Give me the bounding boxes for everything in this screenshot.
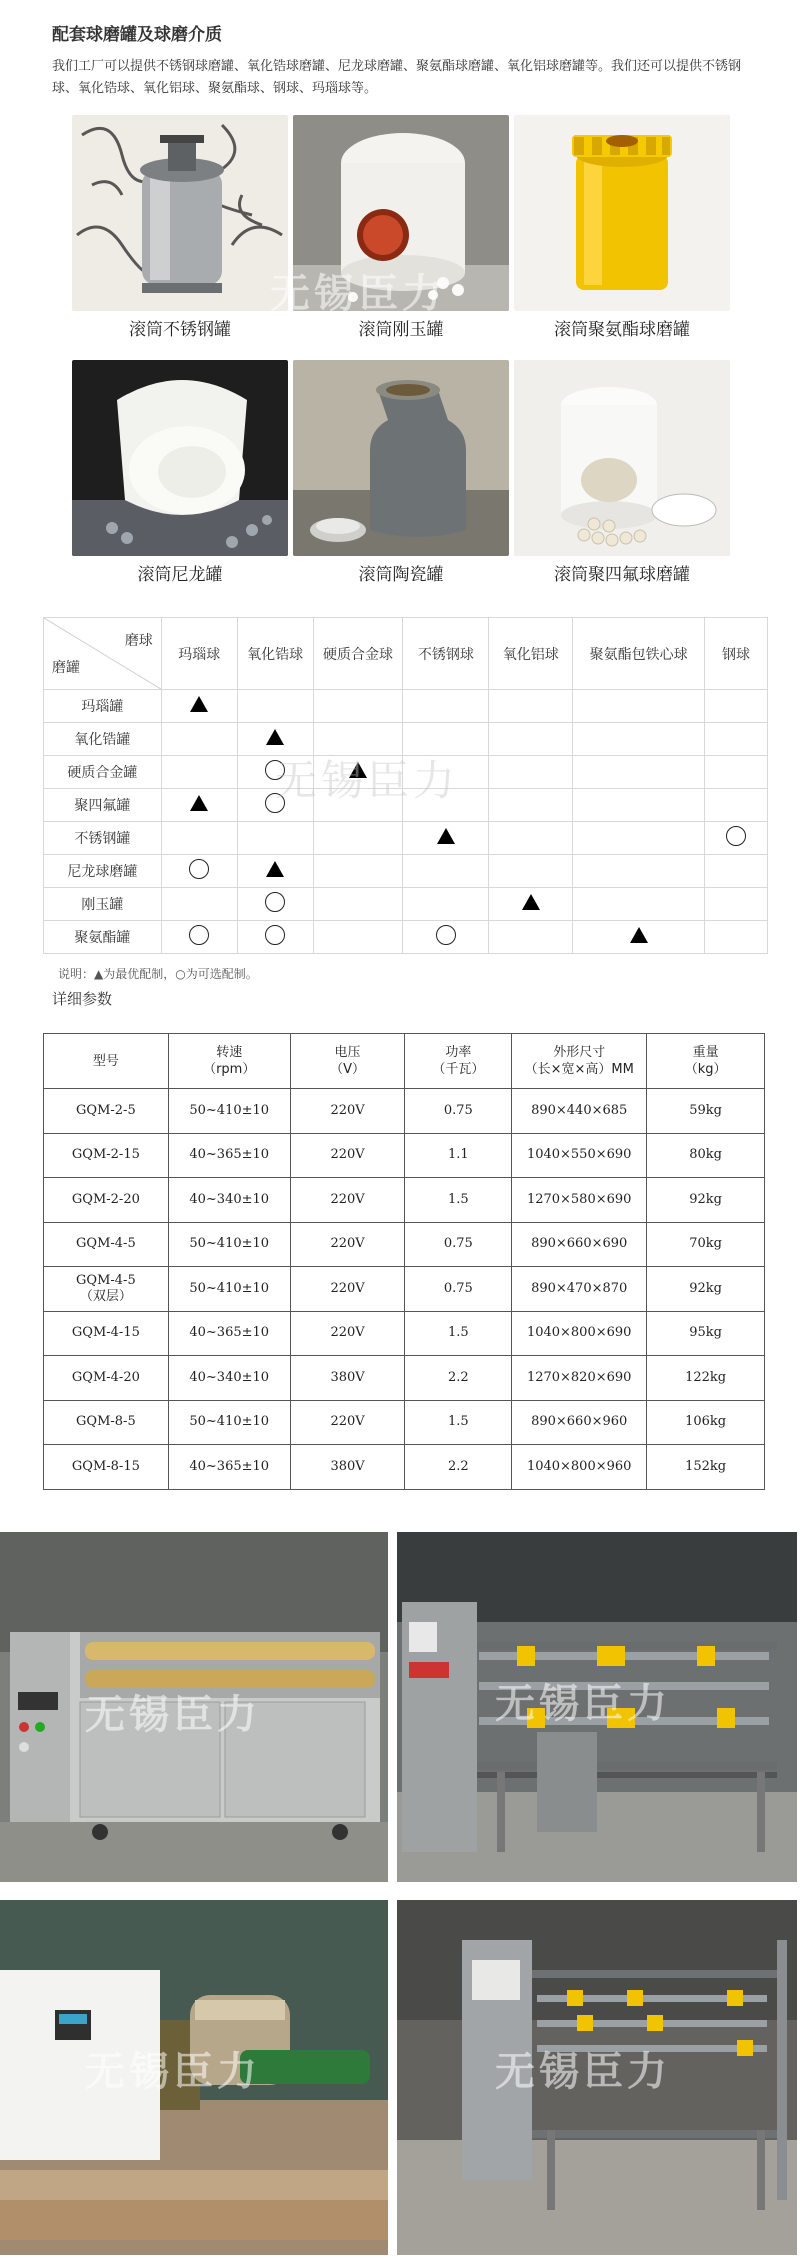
params-cell: 220V	[290, 1089, 405, 1134]
params-cell: 40~340±10	[168, 1356, 290, 1401]
params-row	[44, 1133, 765, 1178]
matrix-row-label: 氧化锆罐	[44, 723, 162, 756]
optional-circle-icon	[436, 925, 456, 945]
params-col-header	[44, 1034, 169, 1089]
jar-caption: 滚筒刚玉罐	[358, 320, 444, 340]
params-cell: GQM-2-5	[44, 1089, 169, 1134]
optional-circle-icon	[265, 892, 285, 912]
matrix-col-header: 氧化锆球	[237, 618, 313, 690]
params-cell: 50~410±10	[168, 1267, 290, 1312]
params-cell: 1270×820×690	[512, 1356, 647, 1401]
matrix-row-label: 硬质合金罐	[44, 756, 162, 789]
optional-circle-icon	[189, 925, 209, 945]
jar-caption: 滚筒聚四氟球磨罐	[554, 565, 690, 585]
params-title: 详细参数	[52, 990, 113, 1008]
params-cell: 92kg	[647, 1267, 765, 1312]
params-cell: 890×470×870	[512, 1267, 647, 1312]
params-row	[44, 1356, 765, 1401]
watermark: 无锡臣力	[85, 1692, 261, 1738]
matrix-cell	[237, 855, 313, 888]
matrix-cell	[573, 756, 705, 789]
matrix-cell	[161, 855, 237, 888]
params-col-header	[647, 1034, 765, 1089]
matrix-cell	[403, 789, 489, 822]
matrix-col-header: 氧化铝球	[489, 618, 573, 690]
params-cell: 50~410±10	[168, 1222, 290, 1267]
params-header-row	[44, 1034, 765, 1089]
optional-circle-icon	[265, 925, 285, 945]
matrix-cell	[237, 723, 313, 756]
matrix-cell	[237, 690, 313, 723]
matrix-cell	[161, 690, 237, 723]
optimal-triangle-icon	[190, 696, 208, 712]
matrix-cell	[573, 855, 705, 888]
intro-text: 我们工厂可以提供不锈钢球磨罐、氧化锆球磨罐、尼龙球磨罐、聚氨酯球磨罐、氧化铝球磨罐等。我们还可以提供不锈钢球、氧化锆球、氧化铝球、聚氨酯球、钢球、玛瑙球等。	[52, 59, 742, 96]
matrix-cell	[403, 921, 489, 954]
params-cell: 1040×550×690	[512, 1133, 647, 1178]
matrix-cell	[313, 822, 403, 855]
params-cell: 890×660×690	[512, 1222, 647, 1267]
params-cell: 152kg	[647, 1445, 765, 1490]
matrix-cell	[161, 789, 237, 822]
optimal-triangle-icon	[630, 927, 648, 943]
params-header-line: 外形尺寸	[553, 1045, 606, 1060]
matrix-cell	[489, 855, 573, 888]
params-cell: 380V	[290, 1445, 405, 1490]
params-cell: GQM-2-20	[44, 1178, 169, 1223]
matrix-cell	[705, 822, 768, 855]
params-cell: GQM-4-20	[44, 1356, 169, 1401]
matrix-row	[44, 723, 768, 756]
matrix-row-label: 不锈钢罐	[44, 822, 162, 855]
matrix-cell	[237, 789, 313, 822]
params-cell: 95kg	[647, 1311, 765, 1356]
params-col-header	[405, 1034, 512, 1089]
matrix-corner-jars: 磨罐	[52, 660, 80, 676]
optimal-triangle-icon	[522, 894, 540, 910]
ball-jar-matrix	[43, 617, 768, 954]
stainless-jar-photo	[72, 115, 288, 311]
matrix-cell	[237, 756, 313, 789]
matrix-cell	[705, 723, 768, 756]
matrix-col-header: 聚氨酯包铁心球	[573, 618, 705, 690]
matrix-cell	[489, 888, 573, 921]
matrix-col-header: 钢球	[705, 618, 768, 690]
matrix-cell	[489, 756, 573, 789]
params-cell: 0.75	[405, 1089, 512, 1134]
matrix-row	[44, 789, 768, 822]
matrix-cell	[403, 855, 489, 888]
optimal-triangle-icon	[266, 729, 284, 745]
matrix-cell	[313, 690, 403, 723]
matrix-cell	[313, 888, 403, 921]
matrix-row	[44, 888, 768, 921]
params-row	[44, 1089, 765, 1134]
watermark: 无锡臣力	[495, 1681, 671, 1727]
matrix-row-label: 尼龙球磨罐	[44, 855, 162, 888]
params-cell: 1.5	[405, 1311, 512, 1356]
params-col-header	[168, 1034, 290, 1089]
params-cell: 59kg	[647, 1089, 765, 1134]
matrix-cell	[403, 822, 489, 855]
matrix-row-label: 刚玉罐	[44, 888, 162, 921]
params-cell: GQM-4-15	[44, 1311, 169, 1356]
params-header-line: （长×宽×高）MM	[524, 1062, 634, 1077]
params-cell: 220V	[290, 1178, 405, 1223]
params-header-line: 型号	[92, 1053, 119, 1069]
params-cell: 220V	[290, 1133, 405, 1178]
matrix-cell	[573, 822, 705, 855]
machine-photo-3	[0, 1900, 388, 2255]
matrix-row-label: 聚四氟罐	[44, 789, 162, 822]
matrix-cell	[161, 822, 237, 855]
matrix-cell	[403, 723, 489, 756]
params-row	[44, 1222, 765, 1267]
matrix-cell	[705, 921, 768, 954]
params-row	[44, 1267, 765, 1312]
watermark: 无锡臣力	[270, 271, 446, 317]
params-header-line: 功率	[445, 1045, 472, 1060]
matrix-col-header: 不锈钢球	[403, 618, 489, 690]
matrix-row	[44, 855, 768, 888]
optimal-triangle-icon	[190, 795, 208, 811]
params-cell: 2.2	[405, 1356, 512, 1401]
params-row	[44, 1445, 765, 1490]
section-title: 配套球磨罐及球磨介质	[52, 25, 222, 45]
params-cell: 50~410±10	[168, 1400, 290, 1445]
nylon-jar-photo	[72, 360, 288, 556]
params-cell: 80kg	[647, 1133, 765, 1178]
params-table	[43, 1033, 765, 1490]
matrix-cell	[237, 822, 313, 855]
params-cell: 0.75	[405, 1267, 512, 1312]
matrix-cell	[705, 855, 768, 888]
params-cell: 40~365±10	[168, 1311, 290, 1356]
matrix-cell	[403, 888, 489, 921]
params-header-line: （rpm）	[203, 1062, 256, 1077]
params-header-line: 重量	[692, 1045, 719, 1060]
params-cell: 220V	[290, 1222, 405, 1267]
params-col-header	[512, 1034, 647, 1089]
params-cell: GQM-4-5 （双层）	[44, 1267, 169, 1312]
params-cell: 1040×800×690	[512, 1311, 647, 1356]
matrix-cell	[313, 756, 403, 789]
params-cell: 40~365±10	[168, 1445, 290, 1490]
matrix-cell	[313, 789, 403, 822]
matrix-cell	[573, 789, 705, 822]
matrix-cell	[237, 921, 313, 954]
matrix-col-header: 硬质合金球	[313, 618, 403, 690]
matrix-cell	[403, 690, 489, 723]
machine-photo-1	[0, 1532, 388, 1882]
machine-photo-4	[397, 1900, 797, 2255]
params-header-line: （kg）	[684, 1062, 727, 1077]
params-row	[44, 1178, 765, 1223]
polyurethane-jar-photo	[514, 115, 730, 311]
matrix-cell	[705, 888, 768, 921]
machine-photo-2	[397, 1532, 797, 1882]
params-cell: 2.2	[405, 1445, 512, 1490]
matrix-cell	[489, 921, 573, 954]
matrix-cell	[705, 756, 768, 789]
matrix-cell	[489, 690, 573, 723]
params-cell: 220V	[290, 1311, 405, 1356]
watermark: 无锡臣力	[85, 2049, 261, 2095]
params-cell: 1.5	[405, 1400, 512, 1445]
params-header-line: 转速	[216, 1045, 243, 1060]
matrix-row	[44, 822, 768, 855]
params-cell: 220V	[290, 1400, 405, 1445]
jar-caption: 滚筒不锈钢罐	[129, 320, 231, 340]
params-cell: 890×440×685	[512, 1089, 647, 1134]
params-header-line: 电压	[334, 1045, 361, 1060]
matrix-cell	[705, 789, 768, 822]
matrix-cell	[313, 723, 403, 756]
watermark: 无锡臣力	[275, 756, 460, 805]
matrix-cell	[573, 690, 705, 723]
params-header-line: （千瓦）	[432, 1062, 485, 1077]
matrix-cell	[573, 888, 705, 921]
jar-caption: 滚筒聚氨酯球磨罐	[554, 320, 690, 340]
params-cell: 890×660×960	[512, 1400, 647, 1445]
matrix-cell	[489, 789, 573, 822]
params-cell: GQM-4-5	[44, 1222, 169, 1267]
params-cell: 0.75	[405, 1222, 512, 1267]
params-cell: 40~340±10	[168, 1178, 290, 1223]
params-cell: GQM-2-15	[44, 1133, 169, 1178]
ceramic-jar-photo	[293, 360, 509, 556]
matrix-note: 说明：▲为最优配制，○为可选配制。	[58, 967, 258, 981]
matrix-row-label: 玛瑙罐	[44, 690, 162, 723]
matrix-cell	[489, 723, 573, 756]
matrix-cell	[313, 855, 403, 888]
matrix-col-header: 玛瑙球	[161, 618, 237, 690]
optimal-triangle-icon	[437, 828, 455, 844]
optional-circle-icon	[189, 859, 209, 879]
params-cell: 122kg	[647, 1356, 765, 1401]
params-cell: 50~410±10	[168, 1089, 290, 1134]
params-row	[44, 1311, 765, 1356]
matrix-cell	[573, 921, 705, 954]
matrix-cell	[161, 756, 237, 789]
optimal-triangle-icon	[266, 861, 284, 877]
params-cell: 1.5	[405, 1178, 512, 1223]
params-cell: 92kg	[647, 1178, 765, 1223]
matrix-corner-balls: 磨球	[124, 633, 153, 649]
matrix-cell	[161, 723, 237, 756]
params-cell: 106kg	[647, 1400, 765, 1445]
optional-circle-icon	[265, 760, 285, 780]
matrix-cell	[489, 822, 573, 855]
params-header-line: （V）	[330, 1062, 365, 1077]
matrix-row	[44, 756, 768, 789]
matrix-cell	[313, 921, 403, 954]
params-cell: GQM-8-5	[44, 1400, 169, 1445]
matrix-cell	[161, 921, 237, 954]
jar-caption: 滚筒陶瓷罐	[358, 565, 444, 585]
jar-caption: 滚筒尼龙罐	[137, 565, 223, 585]
matrix-row	[44, 921, 768, 954]
ptfe-jar-photo	[514, 360, 730, 556]
params-cell: 220V	[290, 1267, 405, 1312]
matrix-row-label: 聚氨酯罐	[44, 921, 162, 954]
params-cell: 1.1	[405, 1133, 512, 1178]
params-cell: 1270×580×690	[512, 1178, 647, 1223]
optimal-triangle-icon	[349, 762, 367, 778]
params-row	[44, 1400, 765, 1445]
params-cell: 40~365±10	[168, 1133, 290, 1178]
matrix-cell	[705, 690, 768, 723]
params-col-header	[290, 1034, 405, 1089]
corundum-jar-photo	[293, 115, 509, 311]
params-cell: 1040×800×960	[512, 1445, 647, 1490]
matrix-row	[44, 690, 768, 723]
optional-circle-icon	[726, 826, 746, 846]
matrix-cell	[403, 756, 489, 789]
params-cell: 70kg	[647, 1222, 765, 1267]
matrix-cell	[573, 723, 705, 756]
params-cell: 380V	[290, 1356, 405, 1401]
params-cell: GQM-8-15	[44, 1445, 169, 1490]
matrix-corner	[44, 618, 162, 690]
optional-circle-icon	[265, 793, 285, 813]
matrix-cell	[161, 888, 237, 921]
watermark: 无锡臣力	[495, 2049, 671, 2095]
matrix-cell	[237, 888, 313, 921]
